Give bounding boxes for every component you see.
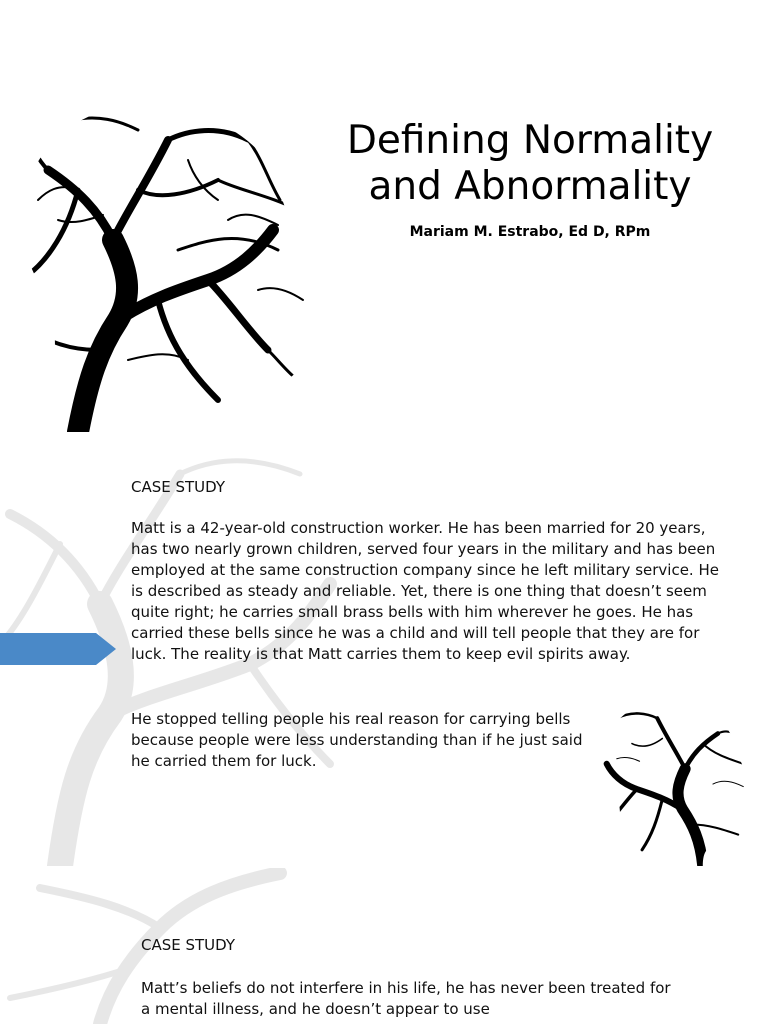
title-slide	[0, 0, 768, 432]
case-study-paragraph-1: Matt is a 42-year-old construction worker. He has been married for 20 years, has two nearly grown children, served four years in the military and has been employed at the same construction company since he left military service. He is described as steady and reliable. Yet, there is one thing that doesn’t seem quite right; he carries small brass bells with him wherever he goes. He has carried these bells since he was a child and will tell people that they are for luck. The reality is that Matt carries them to keep evil spirits away.	[131, 519, 719, 663]
case-study-paragraph-2: He stopped telling people his real reason for carrying bells because people were less understanding than if he just said he carried them for luck.	[131, 710, 583, 770]
case-study-slide-continued	[0, 868, 768, 1024]
slide-title	[330, 118, 730, 210]
title-line-1: Defining Normality	[346, 118, 714, 163]
accent-arrow-icon	[0, 633, 116, 665]
author-name: Mariam M. Estrabo, Ed D, RPm	[409, 224, 651, 240]
title-line-2: and Abnormality	[368, 164, 692, 209]
tree-head-silhouette-icon	[600, 698, 755, 866]
case-study-heading: CASE STUDY	[141, 936, 236, 954]
tree-head-silhouette-icon	[18, 100, 318, 432]
case-study-heading: CASE STUDY	[131, 478, 226, 496]
case-study-paragraph-1: Matt’s beliefs do not interfere in his life, he has never been treated for a mental illness, and he doesn’t appear to use	[141, 979, 671, 1018]
